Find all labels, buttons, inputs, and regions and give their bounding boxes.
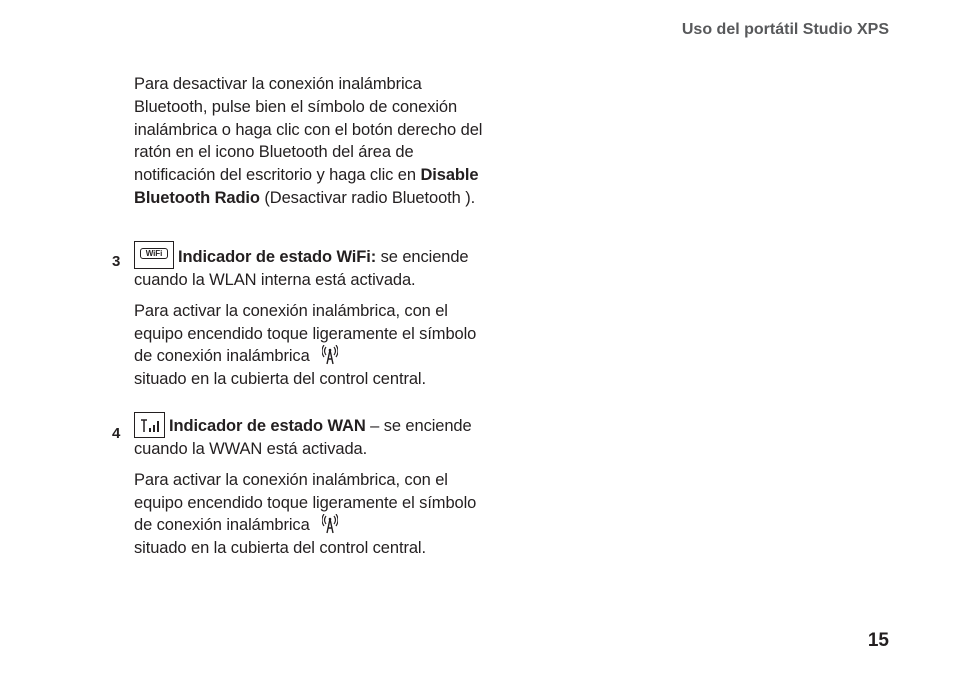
intro-after-text: (Desactivar radio Bluetooth ). — [259, 188, 476, 207]
item-number-4: 4 — [112, 425, 121, 442]
wifi-activate-location: situado en la cubierta del control central. — [134, 370, 426, 389]
wireless-antenna-icon — [322, 345, 338, 365]
wan-signal-icon — [134, 412, 165, 438]
wifi-indicator-icon — [134, 241, 174, 269]
running-header: Uso del portátil Studio XPS — [681, 21, 889, 38]
wifi-indicator-desc: se enciende cuando la WLAN interna está activada. — [134, 248, 469, 289]
wifi-status-item — [134, 241, 484, 391]
bluetooth-disable-paragraph — [134, 73, 484, 210]
wifi-activate-text: Para activar la conexión inalámbrica, con el equipo encendido toque ligeramente el símbolo de conexión inalámbrica — [134, 301, 477, 366]
wireless-antenna-icon — [322, 514, 338, 534]
wan-indicator-title: Indicador de estado WAN — [169, 417, 366, 436]
item-number-3: 3 — [112, 253, 121, 270]
wan-indicator-desc: – se enciende cuando la WWAN está activada. — [134, 417, 472, 458]
wan-status-item — [134, 412, 484, 560]
wan-activate-text: Para activar la conexión inalámbrica, con el equipo encendido toque ligeramente el símbolo de conexión inalámbrica — [134, 470, 477, 535]
page-number: 15 — [867, 630, 889, 651]
wifi-indicator-title: Indicador de estado WiFi: — [178, 248, 377, 267]
wan-activate-location: situado en la cubierta del control central. — [134, 539, 426, 558]
wifi-icon-label: WiFi — [140, 248, 168, 259]
intro-bold-term: Disable Bluetooth Radio — [134, 166, 479, 207]
intro-text: Para desactivar la conexión inalámbrica Bluetooth, pulse bien el símbolo de conexión inalámbrica o haga clic con el botón derecho del ratón en el icono Bluetooth del área de notificación del escritorio y haga clic en — [134, 75, 483, 185]
